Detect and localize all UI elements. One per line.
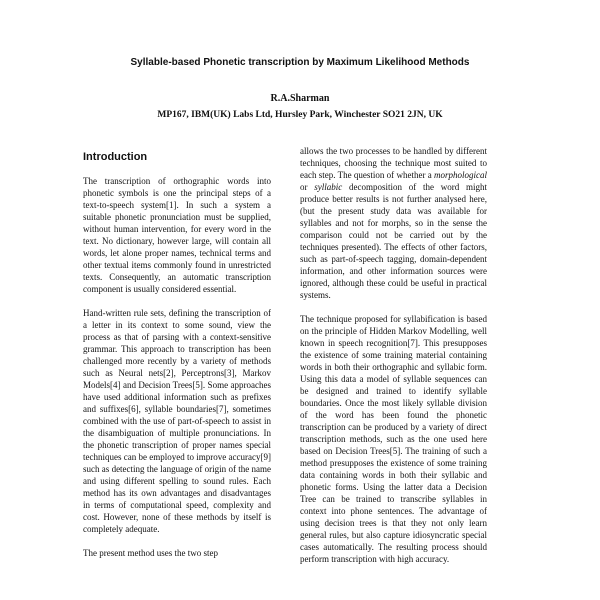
author-name: R.A.Sharman bbox=[270, 93, 330, 104]
section-heading-introduction: Introduction bbox=[83, 151, 148, 163]
emphasis-text: morphological bbox=[434, 170, 487, 180]
text-span: decomposition of the word might produce better results is not further analysed here, (but the present study data was available for syllables and not for morphs, so in the sense the comparison could not be carried out by the techniques presented). The effects of other factors, such as part-of-speech tagging, domain-dependent information, and other information sources were ignored, although these could be useful in practical systems. bbox=[300, 182, 488, 300]
paragraph bbox=[300, 145, 487, 301]
left-text-column bbox=[83, 175, 271, 559]
author-affiliation: MP167, IBM(UK) Labs Ltd, Hursley Park, Winchester SO21 2JN, UK bbox=[157, 110, 443, 120]
paragraph: The technique proposed for syllabification is based on the principle of Hidden Markov Modelling, well known in speech recognition[7]. This presupposes the existence of some training material containing words in both their orthographic and syllabic form. Using this data a model of syllable sequences can be designed and trained to identify syllable boundaries. Once the most likely syllable division of the word has been found the phonetic transcription can be produced by a variety of direct transcription methods, such as the one used here based on Decision Trees[5]. The training of such a method presupposes the existence of some training data containing words in both their syllabic and phonetic forms. Using the latter data a Decision Tree can be trained to transcribe syllables in context into phone sentences. The advantage of using decision trees is that they not only learn general rules, but also capture idiosyncratic special cases automatically. The resulting process should perform transcription with high accuracy. bbox=[300, 314, 487, 564]
text-span: or bbox=[300, 182, 308, 192]
paper-title: Syllable-based Phonetic transcription by Maximum Likelihood Methods bbox=[130, 57, 470, 68]
paragraph: The transcription of orthographic words into phonetic symbols is one the principal steps of a text-to-speech system[1]. In such a system a suitable phonetic pronunciation must be supplied, without human intervention, for every word in the text. No dictionary, however large, will contain all words, let alone proper names, technical terms and other textual items commonly found in unrestricted texts. Consequently, an automatic transcription component is usually considered essential. bbox=[83, 176, 271, 294]
text-span: allows the two processes to be handled by different techniques, choosing the technique most suited to each step. The question of whether a bbox=[300, 146, 487, 180]
right-text-column bbox=[300, 145, 487, 565]
emphasis-text: syllabic bbox=[314, 182, 343, 192]
paragraph: The present method uses the two step bbox=[83, 548, 218, 558]
paragraph: Hand-written rule sets, defining the transcription of a letter in its context to some sound, view the process as that of parsing with a context-sensitive grammar. This approach to transcription has been challenged more recently by a variety of methods such as Neural nets[2], Perceptrons[3], Markov Models[4] and Decision Trees[5]. Some approaches have used additional information such as prefixes and suffixes[6], syllable boundaries[7], sometimes combined with the use of part-of-speech to assist in the disambiguation of multiple pronunciations. In the phonetic transcription of proper names special techniques can be employed to improve accuracy[9] such as detecting the language of origin of the name and using different spelling to sound rules. Each method has its own advantages and disadvantages in terms of computational speed, complexity and cost. However, none of these methods by itself is completely adequate. bbox=[83, 308, 271, 534]
